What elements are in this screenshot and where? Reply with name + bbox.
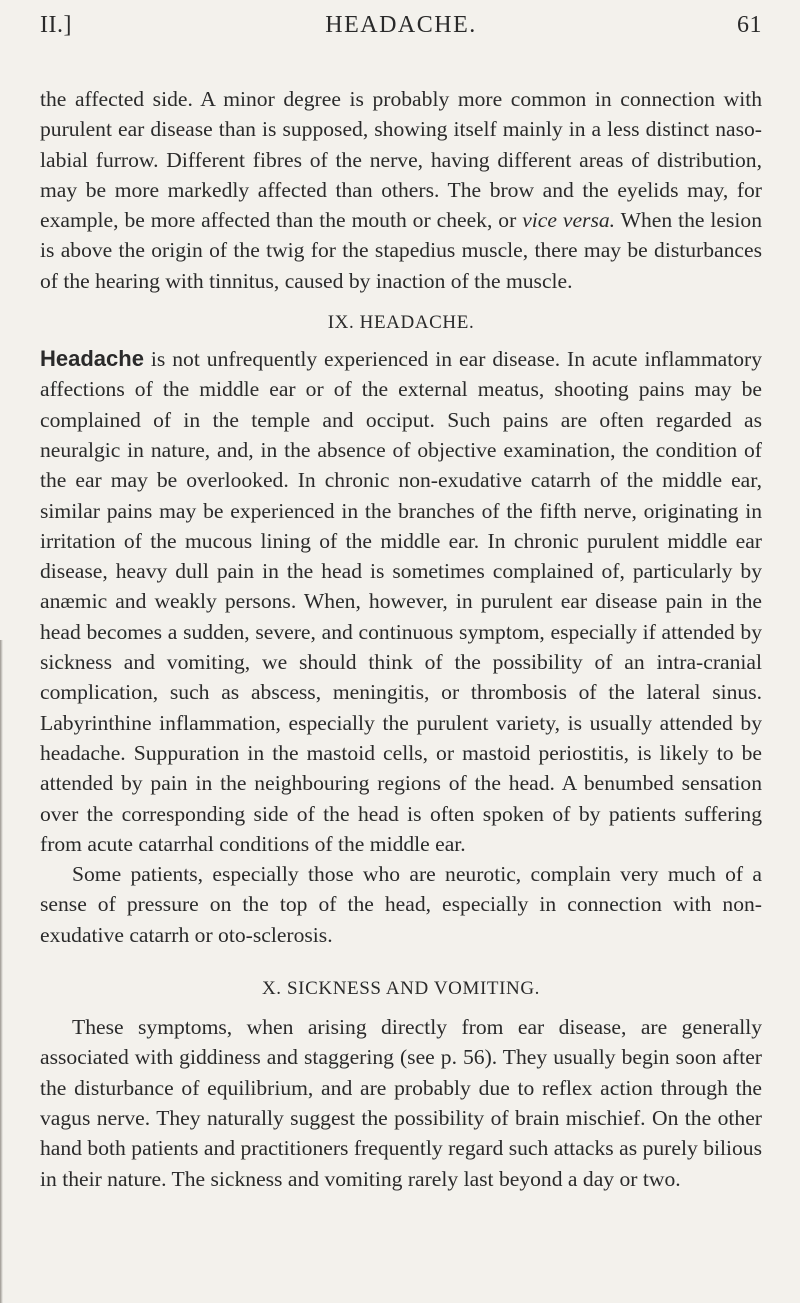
page-number: 61: [737, 12, 762, 38]
headache-paragraph: [40, 344, 762, 859]
lead-word: Headache: [40, 346, 144, 372]
intro-text-part2: When the lesion is above the origin of the twig for the stapedius muscle, there may be disturbances of the hearing with tinnitus, caused by inaction of the muscle.: [40, 208, 762, 293]
sickness-paragraph: These symptoms, when arising directly from ear disease, are generally associated with giddiness and staggering (see p. 56). They usually begin soon after the disturbance of equilibrium, and are probably due to reflex action through the vagus nerve. They naturally suggest the possibility of brain mischief. On the other hand both patients and practitioners frequently regard such attacks as purely bilious in their nature. The sickness and vomiting rarely last beyond a day or two.: [40, 1015, 762, 1191]
chapter-marker: II.]: [40, 12, 72, 38]
page-title: HEADACHE.: [325, 12, 477, 38]
headache-paragraph-text: is not unfrequently experienced in ear disease. In acute inflammatory affections of the middle ear or of the external meatus, shooting pains may be complained of in the temple and occiput. Such pains are often regarded as neuralgic in nature, and, in the absence of objective examination, the condition of the ear may be overlooked. In chronic non-exudative catarrh of the middle ear, similar pains may be experienced in the branches of the fifth nerve, originating in irritation of the mucous lining of the middle ear. In chronic purulent middle ear disease, heavy dull pain in the head is sometimes complained of, particularly by anæmic and weakly persons. When, however, in purulent ear disease pain in the head becomes a sudden, severe, and continuous symptom, especially if attended by sickness and vomiting, we should think of the possibility of an intra-cranial complication, such as abscess, meningitis, or thrombosis of the lateral sinus. Labyrinthine inflammation, especially the purulent variety, is usually attended by headache. Suppuration in the mastoid cells, or mastoid periostitis, is likely to be attended by pain in the neighbouring regions of the head. A benumbed sensation over the corresponding side of the head is often spoken of by patients suffering from acute catarrhal conditions of the middle ear.: [40, 347, 762, 856]
running-head: [40, 8, 762, 48]
intro-text-part1: the affected side. A minor degree is probably more common in connection with purulent ear disease than is supposed, showing itself mainly in a less distinct naso-labial furrow. Different fibres of the nerve, having different areas of distribution, may be more markedly affected than others. The brow and the eyelids may, for example, be more affected than the mouth or cheek, or: [40, 87, 762, 233]
page-edge-shadow: [0, 640, 3, 1303]
headache-paragraph-2: Some patients, especially those who are neurotic, complain very much of a sense of pressure on the top of the head, especially in connection with non-exudative catarrh or oto-sclerosis.: [40, 862, 762, 947]
section-heading-sickness: X. SICKNESS AND VOMITING.: [261, 978, 541, 1000]
intro-italic-phrase: vice versa.: [522, 208, 616, 233]
intro-paragraph: [40, 84, 762, 296]
section-heading-headache: IX. HEADACHE.: [327, 312, 475, 334]
body-text: [40, 84, 762, 1194]
